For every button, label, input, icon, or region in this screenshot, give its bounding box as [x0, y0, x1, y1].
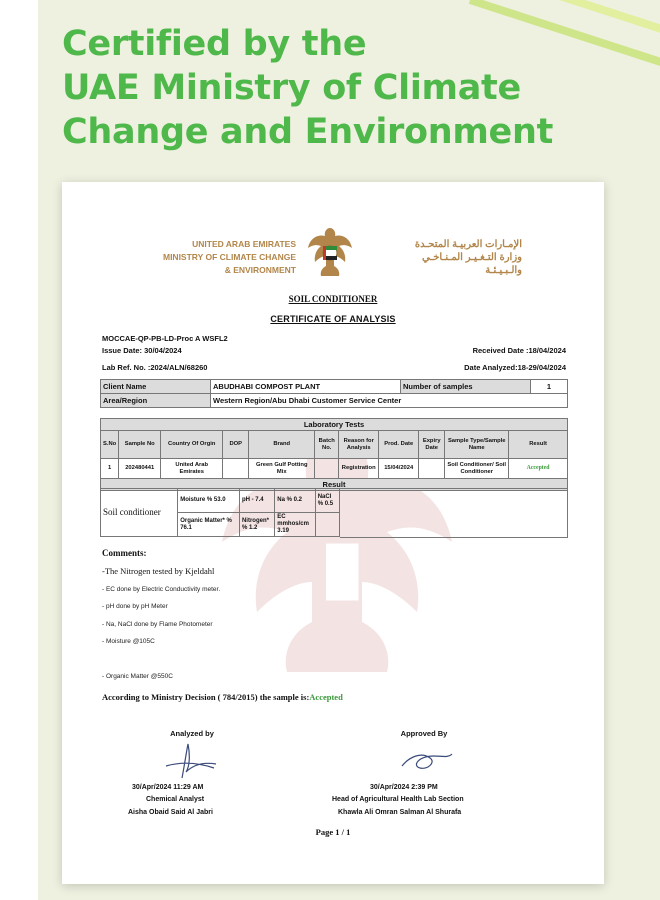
- samples-count-label: Number of samples: [401, 380, 531, 394]
- cell-batch: [315, 459, 339, 479]
- received-date: Received Date :18/04/2024: [472, 346, 566, 355]
- cell-sample-no: 202480441: [119, 459, 161, 479]
- comment-line: - Organic Matter @550C: [102, 673, 173, 680]
- column-header: Result: [509, 431, 568, 459]
- comment-line: - Na, NaCl done by Flame Photometer: [102, 621, 213, 628]
- ministry-en-line: MINISTRY OF CLIMATE CHANGE: [162, 252, 296, 262]
- approved-datetime: 30/Apr/2024 2:39 PM: [370, 784, 438, 791]
- analyst-signature-icon: [160, 740, 220, 780]
- table-row: [101, 459, 568, 479]
- cell-dop: [223, 459, 249, 479]
- ministry-name-arabic: [360, 238, 522, 277]
- result-cell: EC mmhos/cm 3.19: [275, 513, 315, 537]
- headline-line: UAE Ministry of Climate: [62, 68, 521, 108]
- column-header: Sample Type/Sample Name: [445, 431, 509, 459]
- result-cell-empty: [315, 513, 339, 537]
- approver-signature-icon: [394, 740, 454, 780]
- column-header: Sample No: [119, 431, 161, 459]
- analyzed-name: Aisha Obaid Said Al Jabri: [128, 809, 213, 816]
- column-header: Batch No.: [315, 431, 339, 459]
- uae-emblem-icon: [306, 226, 354, 280]
- column-header: DOP: [223, 431, 249, 459]
- cell-reason: Registration: [339, 459, 379, 479]
- result-cell: Organic Matter* % 76.1: [178, 513, 240, 537]
- decision-text: According to Ministry Decision ( 784/2015) the sample is:: [102, 692, 310, 702]
- certificate-document: [62, 182, 604, 884]
- lab-ref: Lab Ref. No. :2024/ALN/68260: [102, 363, 208, 372]
- cell-expiry: [419, 459, 445, 479]
- cell-prod-date: 15/04/2024: [379, 459, 419, 479]
- ministry-ar-line: والـبـيـئـة: [485, 265, 522, 276]
- document-subtitle: CERTIFICATE OF ANALYSIS: [270, 314, 396, 324]
- result-sample-name: Soil conditioner: [101, 489, 178, 537]
- analyzed-role: Chemical Analyst: [146, 796, 205, 803]
- result-table-extension: [340, 488, 568, 538]
- client-info-table: [100, 379, 568, 408]
- column-header: S.No: [101, 431, 119, 459]
- ministry-en-line: & ENVIRONMENT: [224, 265, 296, 275]
- area-label: Area/Region: [101, 394, 211, 408]
- result-cell: pH - 7.4: [239, 489, 274, 513]
- document-code: MOCCAE-QP-PB-LD-Proc A WSFL2: [102, 334, 228, 343]
- area-value: Western Region/Abu Dhabi Customer Service Center: [211, 394, 568, 408]
- approved-role: Head of Agricultural Health Lab Section: [332, 796, 464, 803]
- laboratory-tests-table: [100, 418, 568, 491]
- ministry-name-english: [136, 238, 296, 277]
- analyzed-by-heading: Analyzed by: [170, 729, 214, 738]
- ministry-decision: [102, 692, 343, 702]
- result-section-title: Result: [101, 479, 568, 491]
- client-name-label: Client Name: [101, 380, 211, 394]
- client-name-value: ABUDHABI COMPOST PLANT: [211, 380, 401, 394]
- analyzed-datetime: 30/Apr/2024 11:29 AM: [132, 784, 204, 791]
- result-cell: Na % 0.2: [275, 489, 315, 513]
- column-header: Country Of Orgin: [161, 431, 223, 459]
- page-number: Page 1 / 1: [315, 827, 351, 837]
- column-header: Prod. Date: [379, 431, 419, 459]
- result-table: [100, 488, 340, 537]
- ministry-ar-line: الإمـارات العربيـة المتحـدة: [414, 239, 522, 250]
- issue-date: Issue Date: 30/04/2024: [102, 346, 182, 355]
- column-header: Expiry Date: [419, 431, 445, 459]
- ministry-en-line: UNITED ARAB EMIRATES: [192, 239, 296, 249]
- comment-line: - pH done by pH Meter: [102, 603, 168, 610]
- headline-line: Certified by the: [62, 24, 367, 64]
- cell-sample-type: Soil Conditioner/ Soil Conditioner: [445, 459, 509, 479]
- column-header: Brand: [249, 431, 315, 459]
- result-cell: Nitrogen* % 1.2: [239, 513, 274, 537]
- headline: [62, 22, 622, 154]
- column-header: Reason for Analysis: [339, 431, 379, 459]
- samples-count-value: 1: [531, 380, 568, 394]
- document-title: SOIL CONDITIONER: [288, 294, 378, 304]
- result-cell: Moisture % 53.0: [178, 489, 240, 513]
- cell-country: United Arab Emirates: [161, 459, 223, 479]
- headline-line: Change and Environment: [62, 112, 554, 152]
- cell-sno: 1: [101, 459, 119, 479]
- comments-heading: Comments:: [102, 548, 147, 558]
- date-analyzed: Date Analyzed:18-29/04/2024: [464, 363, 566, 372]
- approved-by-heading: Approved By: [400, 729, 448, 738]
- comment-line: - Moisture @105C: [102, 638, 155, 645]
- cell-result: Accepted: [509, 459, 568, 479]
- approved-name: Khawla Ali Omran Salman Al Shurafa: [338, 809, 462, 816]
- cell-brand: Green Gulf Potting Mix: [249, 459, 315, 479]
- comment-line: -The Nitrogen tested by Kjeldahl: [102, 566, 215, 576]
- ministry-ar-line: وزارة التـغـيـر المـنـاخـي: [421, 252, 522, 263]
- result-cell: NaCl % 0.5: [315, 489, 339, 513]
- decision-result: Accepted: [309, 692, 343, 702]
- comment-line: - EC done by Electric Conductivity meter.: [102, 586, 221, 593]
- laboratory-tests-title: Laboratory Tests: [101, 419, 568, 431]
